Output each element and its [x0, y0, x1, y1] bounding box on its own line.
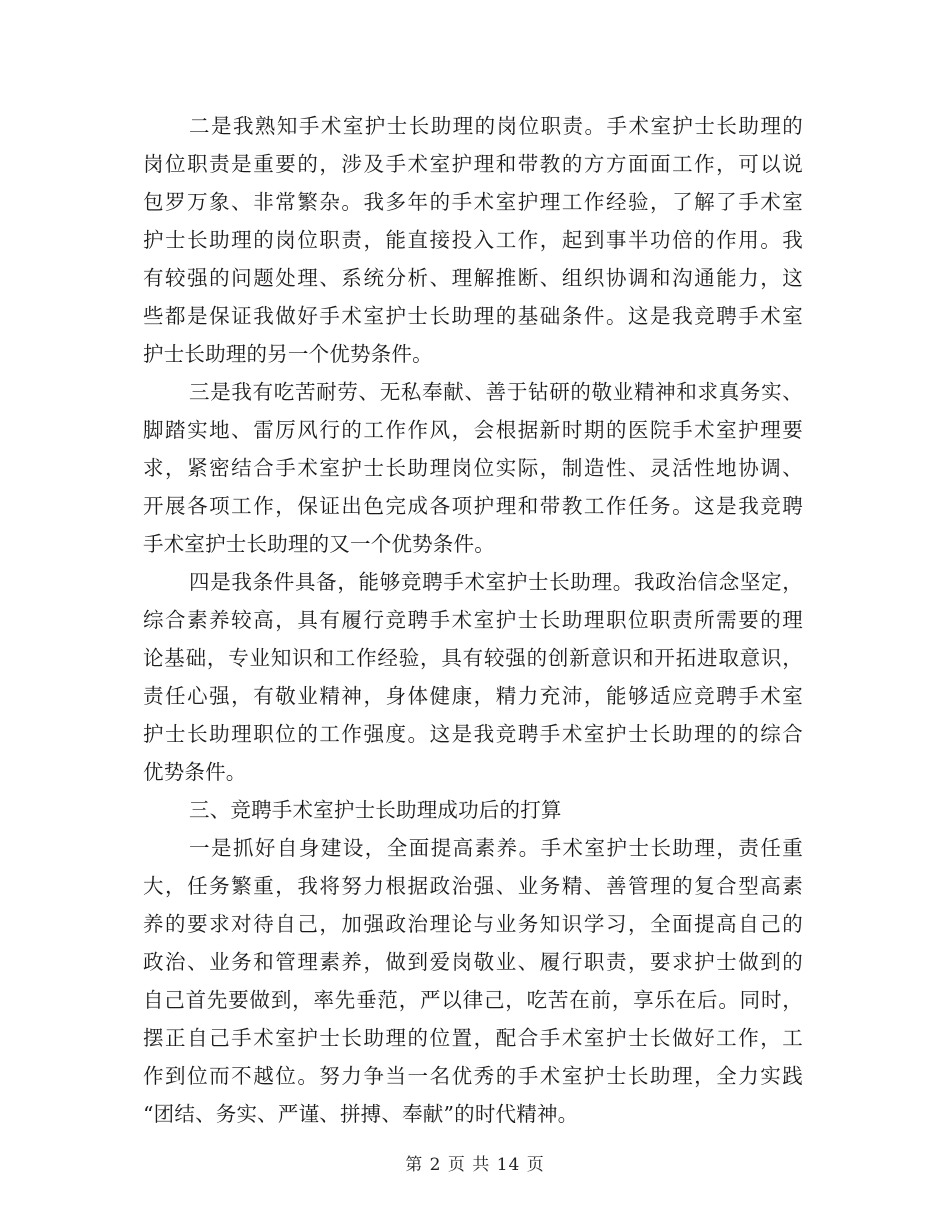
paragraph-line: 摆正自己手术室护士长助理的位置，配合手术室护士长做好工作，工: [143, 1026, 803, 1050]
paragraph-line: “团结、务实、严谨、拼搏、奉献”的时代精神。: [143, 1102, 579, 1126]
paragraph-line: 三是我有吃苦耐劳、无私奉献、善于钻研的敬业精神和求真务实、: [189, 380, 803, 404]
paragraph-line: 些都是保证我做好手术室护士长助理的基础条件。这是我竞聘手术室: [143, 304, 803, 328]
paragraph-line: 论基础，专业知识和工作经验，具有较强的创新意识和开拓进取意识，: [143, 646, 803, 670]
paragraph-line: 责任心强，有敬业精神，身体健康，精力充沛，能够适应竞聘手术室: [143, 684, 803, 708]
paragraph-line: 脚踏实地、雷厉风行的工作作风，会根据新时期的医院手术室护理要: [143, 418, 803, 442]
paragraph-line: 手术室护士长助理的又一个优势条件。: [143, 532, 495, 556]
paragraph-line: 自己首先要做到，率先垂范，严以律己，吃苦在前，享乐在后。同时，: [143, 988, 803, 1012]
paragraph-line: 护士长助理的另一个优势条件。: [143, 342, 433, 366]
paragraph-line: 综合素养较高，具有履行竞聘手术室护士长助理职位职责所需要的理: [143, 608, 803, 632]
paragraph-line: 政治、业务和管理素养，做到爱岗敬业、履行职责，要求护士做到的: [143, 950, 803, 974]
paragraph-line: 四是我条件具备，能够竞聘手术室护士长助理。我政治信念坚定，: [189, 570, 803, 594]
paragraph-line: 求，紧密结合手术室护士长助理岗位实际，制造性、灵活性地协调、: [143, 456, 803, 480]
paragraph-line: 有较强的问题处理、系统分析、理解推断、组织协调和沟通能力，这: [143, 266, 803, 290]
paragraph-line: 岗位职责是重要的，涉及手术室护理和带教的方方面面工作，可以说: [143, 152, 803, 176]
paragraph-line: 优势条件。: [143, 760, 247, 784]
page-footer: 第 2 页 共 14 页: [405, 1155, 545, 1175]
paragraph-line: 二是我熟知手术室护士长助理的岗位职责。手术室护士长助理的: [189, 114, 803, 138]
paragraph-line: 一是抓好自身建设，全面提高素养。手术室护士长助理，责任重: [189, 836, 803, 860]
paragraph-line: 养的要求对待自己，加强政治理论与业务知识学习，全面提高自己的: [143, 912, 803, 936]
section-heading: 三、竞聘手术室护士长助理成功后的打算: [189, 798, 562, 822]
paragraph-line: 护士长助理的岗位职责，能直接投入工作，起到事半功倍的作用。我: [143, 228, 803, 252]
paragraph-line: 大，任务繁重，我将努力根据政治强、业务精、善管理的复合型高素: [143, 874, 803, 898]
paragraph-line: 包罗万象、非常繁杂。我多年的手术室护理工作经验，了解了手术室: [143, 190, 803, 214]
paragraph-line: 作到位而不越位。努力争当一名优秀的手术室护士长助理，全力实践: [143, 1064, 803, 1088]
paragraph-line: 护士长助理职位的工作强度。这是我竞聘手术室护士长助理的的综合: [143, 722, 803, 746]
paragraph-line: 开展各项工作，保证出色完成各项护理和带教工作任务。这是我竞聘: [143, 494, 803, 518]
